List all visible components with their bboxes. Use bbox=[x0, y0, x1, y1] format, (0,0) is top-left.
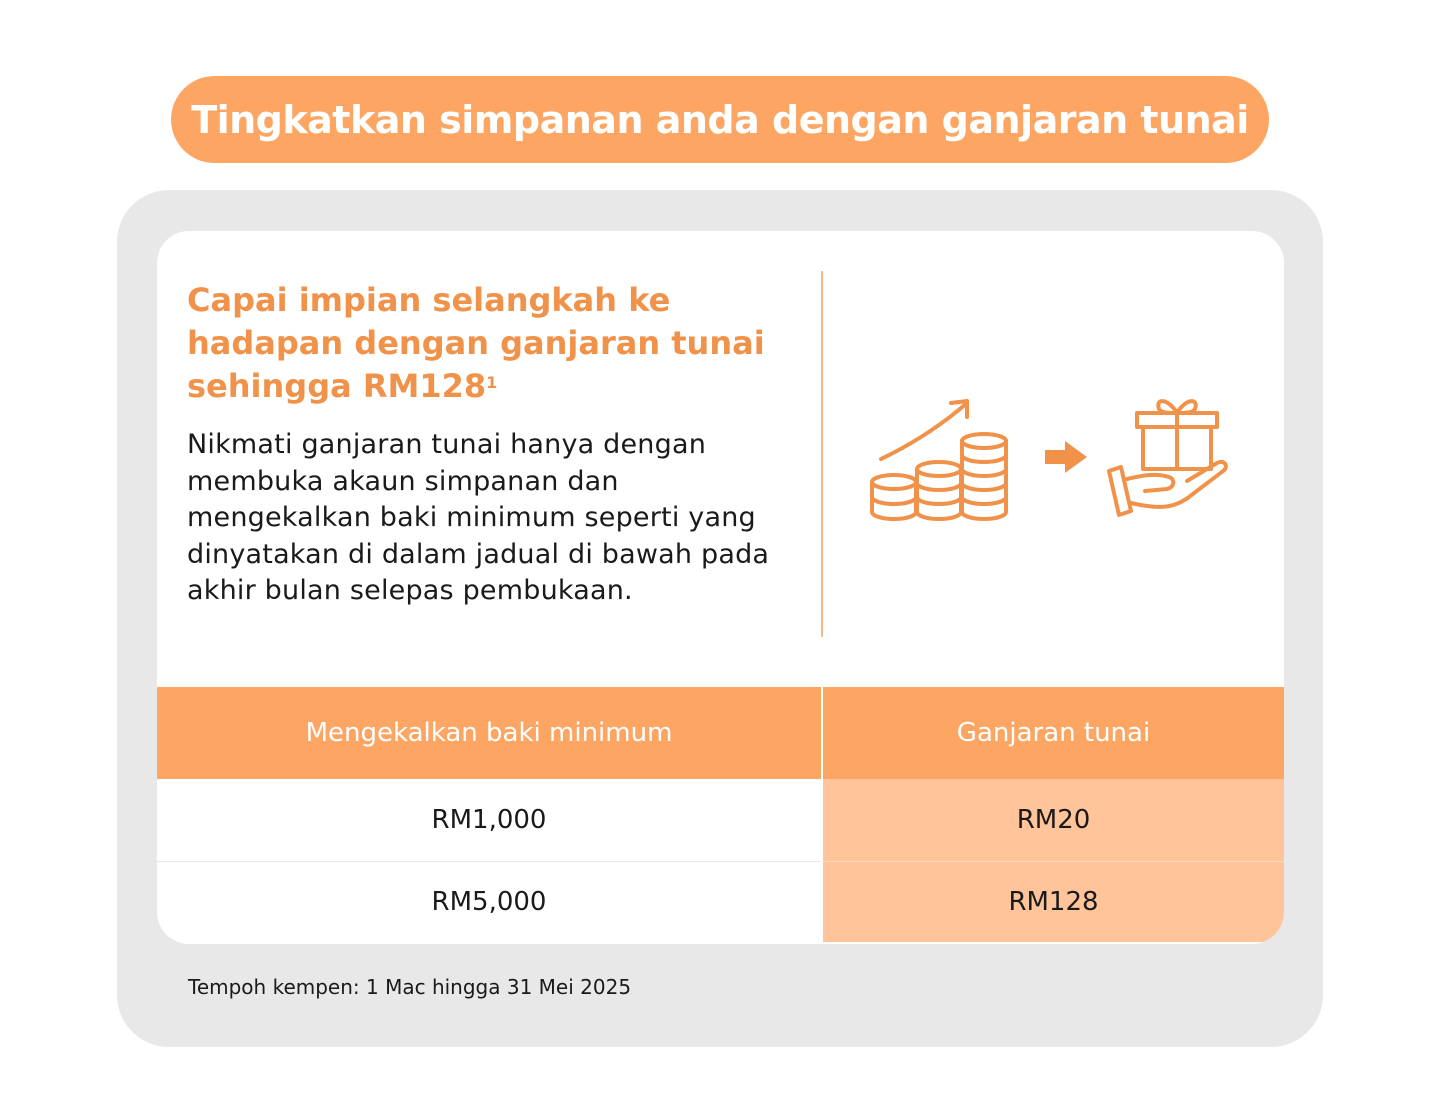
title-banner bbox=[171, 76, 1269, 163]
footnote-marker: 1 bbox=[486, 373, 498, 392]
vertical-divider bbox=[821, 271, 823, 637]
table-header-row bbox=[157, 687, 1284, 779]
coins-growth-icon bbox=[872, 401, 1006, 519]
promo-heading-text: Capai impian selangkah ke hadapan dengan ganjaran tunai sehingga RM128 bbox=[187, 281, 765, 405]
arrow-right-icon bbox=[1045, 441, 1087, 473]
gift-in-hand-icon bbox=[1109, 401, 1226, 515]
promo-description: Nikmati ganjaran tunai hanya dengan membuka akaun simpanan dan mengekalkan baki minimum seperti yang dinyatakan di dalam jadual di bawah pada akhir bulan selepas pembukaan. bbox=[187, 429, 770, 606]
table-row bbox=[157, 862, 1284, 943]
campaign-period: Tempoh kempen: 1 Mac hingga 31 Mei 2025 bbox=[188, 975, 632, 999]
column-header-minimum-balance: Mengekalkan baki minimum bbox=[157, 687, 822, 779]
cash-reward-cell: RM20 bbox=[822, 779, 1284, 862]
column-header-cash-reward: Ganjaran tunai bbox=[822, 687, 1284, 779]
promo-card bbox=[157, 231, 1284, 944]
promo-heading bbox=[187, 279, 787, 408]
table-row bbox=[157, 779, 1284, 862]
minimum-balance-cell: RM5,000 bbox=[157, 862, 822, 943]
savings-reward-illustration bbox=[869, 391, 1249, 531]
rewards-table bbox=[157, 687, 1284, 942]
minimum-balance-cell: RM1,000 bbox=[157, 779, 822, 862]
page-title: Tingkatkan simpanan anda dengan ganjaran tunai bbox=[191, 97, 1249, 142]
cash-reward-cell: RM128 bbox=[822, 862, 1284, 943]
